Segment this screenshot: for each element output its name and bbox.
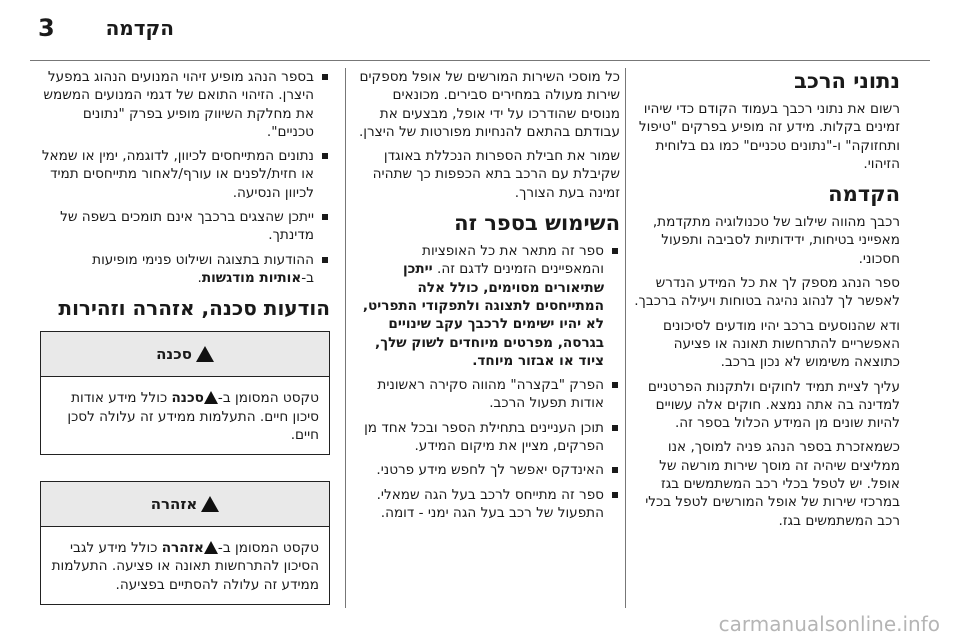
bullet-list (358, 242, 620, 522)
list-item (358, 461, 620, 479)
danger-box-title: סכנה (156, 345, 192, 364)
paragraph: כל מוסכי השירות המורשים של אופל מספקים שירות מעולה במחירים סבירים. מכונאים מנוסים שהודרכו על ידי אופל, מבצעים את עבודתם בהתאם להנחיות מפורטות של היצרן. (358, 69, 620, 140)
paragraph: כשמאזכרת בספר הנהג פניה למוסך, אנו ממליצים שיהיה זה מוסך שירות מורשה של אופל. יש לטפל בכלי רכב המשתמשים בגז במרכזי שירות של אופל המורשים לטפל בכלי רכב המשתמשים בגז. (645, 439, 900, 529)
warning-box-body (41, 527, 329, 604)
warning-triangle-icon (196, 346, 214, 362)
list-item-text: ייתכן שהצגים ברכבך אינם תומכים בשפה של מדינתך. (60, 209, 314, 244)
right-column (630, 68, 900, 536)
section-heading-using-manual: השימוש בספר זה (454, 211, 620, 236)
warning-box-title: אזהרה (150, 495, 198, 513)
paragraph: עליך לציית תמיד לחוקים ולתקנות הפרטניים למדינה בה אתה נמצא. חוקים אלה עשויים להיות שונים מן המידע הכלול בספר זה. (647, 378, 900, 432)
paragraph: רכבך מהווה שילוב של טכנולוגיה מתקדמת, מאפייני בטיחות, ידידותיות לסביבה ותפעול חסכוני. (652, 214, 900, 267)
warning-triangle-icon (201, 496, 219, 512)
column-divider (345, 68, 346, 608)
danger-box-header (41, 332, 329, 377)
warning-triangle-icon (204, 541, 218, 554)
page-number: 3 (38, 14, 55, 42)
list-item-bold-text: ייתכן שתיאורים מסוימים, כולל אלה המתייחסים לתצוגה ולתפקודי התפריט, לא יהיו ישימים לרכבך עקב שינויים בגרסה, מפרטים מיוחדים לשוק שלך, ציוד או אבזור מיוחד. (362, 261, 604, 369)
paragraph: ספר הנהג מספק לך את כל המידע הנדרש לאפשר לך לנהוג נהיגה בטוחות ויעילה ברכבך. (634, 275, 900, 310)
middle-column (358, 68, 620, 528)
list-item-text: ההודעות בתצוגה ושילוט פנימי מופיעות ב- (92, 251, 314, 286)
box-text: כולל מידע אודות סיכון חיים. התעלמות ממידע זה עלולה לסכן חיים. (67, 390, 319, 443)
section-heading-vehicle-data: נתוני הרכב (794, 69, 900, 93)
box-text: טקסט המסומן ב- (217, 390, 319, 407)
danger-box (40, 331, 330, 455)
list-item (40, 251, 330, 288)
list-item (40, 208, 330, 245)
list-item-text: ספר זה מתייחס לרכב בעל הגה שמאלי. התפעול של רכב בעל הגה ימני - דומה. (376, 486, 604, 521)
list-item-text: בספר הנהג מופיע זיהוי המנועים הנהוג במפעל היצרן. הזיהוי התואם של דגמי המנועים המשמש את מחלקת השיווק מופיע בפרק "נתונים טכניים". (43, 69, 314, 140)
list-item (358, 486, 620, 523)
box-text-bold: אזהרה (161, 540, 204, 557)
page-title: הקדמה (105, 16, 174, 40)
left-column (40, 68, 330, 605)
list-item (40, 68, 330, 141)
section-heading-intro: הקדמה (828, 182, 900, 207)
list-item-text: . (197, 269, 202, 286)
box-text: טקסט המסומן ב- (217, 540, 319, 557)
list-item-text: ספר זה מתאר את כל האופציות והמאפיינים הזמינים לדגם זה. (422, 243, 604, 278)
list-item-text: נתונים המתייחסים לכיוון, לדוגמה, ימין או שמאל או חזית/לפנים או עורף/לאחור מתייחסים תמיד לכיוון הנסיעה. (41, 148, 314, 201)
list-item-text: הפרק "בקצרה" מהווה סקירה ראשונית אודות תפעול הרכב. (377, 377, 604, 412)
paragraph: שמור את חבילת הספרות הנכללת באוגדן שקיבלת עם הרכב בתא הכפפות כך שתהיה זמינה בעת הצורך. (372, 148, 620, 201)
list-item (358, 376, 620, 413)
header-divider (30, 60, 930, 61)
list-item (358, 419, 620, 456)
danger-box-body (41, 377, 329, 454)
paragraph: ודא שהנוסעים ברכב יהיו מודעים לסיכונים האפשריים להתרחשות תאונה או פציעה כתוצאה משימוש לא נכון ברכב. (662, 317, 900, 371)
column-divider (625, 68, 626, 608)
watermark: carmanualsonline.info (718, 612, 940, 636)
warning-box-header (41, 482, 329, 527)
box-text-bold: סכנה (171, 390, 204, 407)
list-item (358, 242, 620, 370)
paragraph: רשום את נתוני רכבך בעמוד הקודם כדי שיהיו זמינים בקלות. מידע זה מופיע בפרקים "טיפול ותחזוקה" ו-"נתונים טכניים" כמו גם בלוחית הזיהוי. (638, 101, 900, 172)
warning-triangle-icon (204, 391, 218, 404)
list-item (40, 147, 330, 202)
list-item-bold-text: אותיות מודגשות (201, 269, 302, 286)
bullet-list (40, 68, 330, 287)
warning-box (40, 481, 330, 605)
box-text: כולל מידע לגבי הסיכון להתרחשות תאונה או פציעה. התעלמות ממידע זה עלולה להסתיים בפציעה. (51, 540, 319, 593)
section-heading-warnings: הודעות סכנה, אזהרה וזהירות (58, 296, 330, 321)
page-header (0, 0, 960, 62)
list-item-text: תוכן העניינים בתחילת הספר ובכל אחד מן הפרקים, מציין את מיקום המידע. (364, 419, 604, 455)
list-item-text: האינדקס יאפשר לך לחפש מידע פרטני. (376, 462, 604, 479)
